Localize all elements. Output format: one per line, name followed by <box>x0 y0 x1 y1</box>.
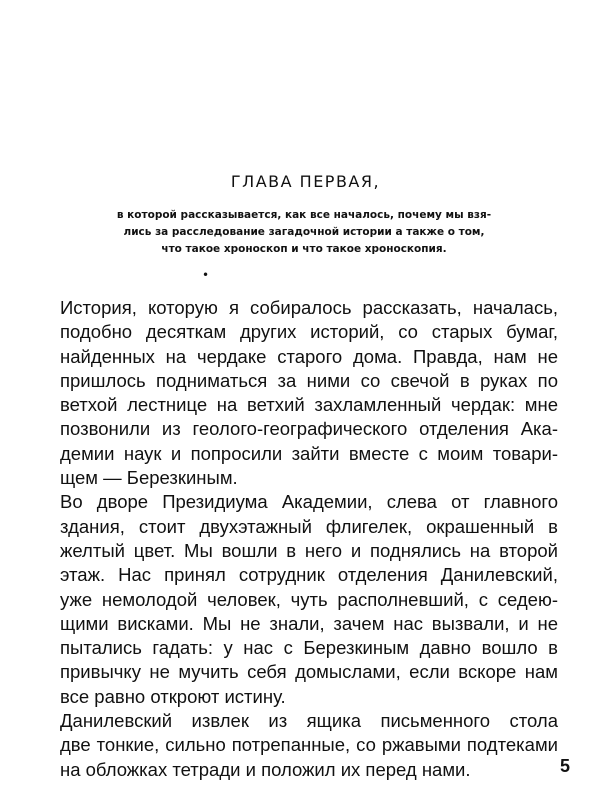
text-line: этаж. Нас принял сотрудник отделения Данилевский, <box>60 564 558 586</box>
paragraph-2 <box>60 490 558 709</box>
text-line: демии наук и попросили зайти вместе с моим товари- <box>60 442 558 464</box>
subtitle-line: что такое хроноскоп и что такое хроноскопия. <box>161 243 447 255</box>
chapter-subtitle <box>60 207 548 258</box>
subtitle-line: лись за расследование загадочной истории а также о том, <box>123 226 485 238</box>
text-line: желтый цвет. Мы вошли в него и поднялись на второй <box>60 539 558 561</box>
text-line: щими висками. Мы не знали, зачем нас вызвали, и не <box>60 612 558 634</box>
text-line: две тонкие, сильно потрепанные, со ржавыми подтеками <box>60 734 558 756</box>
text-line: позвонили из геолого-географического отделения Ака- <box>60 418 558 440</box>
paragraph-3 <box>60 709 558 782</box>
page-number: 5 <box>560 756 571 776</box>
text-line: Во дворе Президиума Академии, слева от главного <box>60 491 558 513</box>
text-line: пришлось подниматься за ними со свечой в руках по <box>60 369 558 391</box>
paragraph-1 <box>60 296 558 490</box>
text-line: здания, стоит двухэтажный флигелек, окрашенный в <box>60 515 558 537</box>
subtitle-line: в которой рассказывается, как все началось, почему мы взя- <box>116 209 492 221</box>
text-line: пытались гадать: у нас с Березкиным давно вошло в <box>60 637 558 659</box>
text-line: привычку не мучить себя домыслами, если вскоре нам <box>60 661 558 683</box>
chapter-title: ГЛАВА ПЕРВАЯ, <box>230 172 381 191</box>
text-line: на обложках тетради и положил их перед нами. <box>60 758 471 780</box>
text-line: найденных на чердаке старого дома. Правда, нам не <box>60 345 558 367</box>
text-line: ветхой лестнице на ветхий захламленный чердак: мне <box>60 394 558 416</box>
ornament-dot: • <box>202 268 210 282</box>
text-line: подобно десяткам других историй, со старых бумаг, <box>60 321 558 343</box>
text-line: щем — Березкиным. <box>60 467 238 489</box>
text-line: Данилевский извлек из ящика письменного стола <box>60 710 558 732</box>
text-line: уже немолодой человек, чуть располневший, с седею- <box>60 588 558 610</box>
text-line: История, которую я собиралось рассказать, началась, <box>60 297 558 318</box>
text-line: все равно откроют истину. <box>60 685 286 707</box>
body-text <box>60 296 558 782</box>
